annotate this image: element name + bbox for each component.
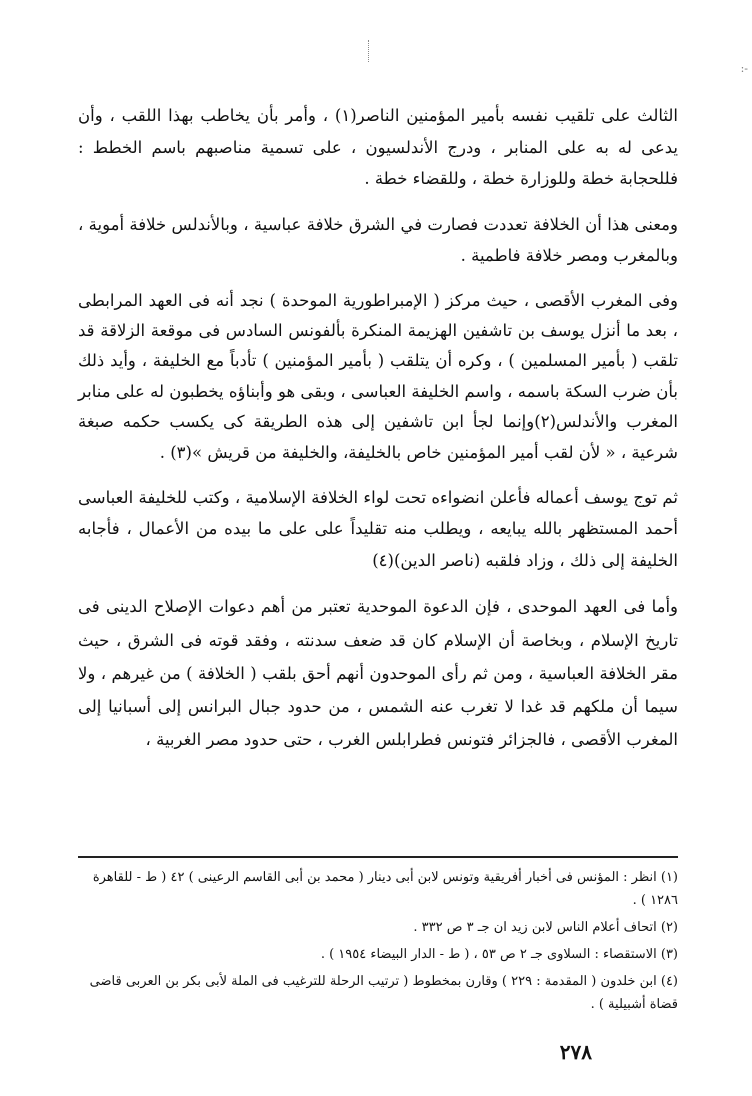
paragraph-4: ثم توج يوسف أعماله فأعلن انضواءه تحت لواء الخلافة الإسلامية ، وكتب للخليفة العباسى أحمد المستظهر بالله يبايعه ، ويطلب منه تقليداً على على ما بيده من الأعمال ، فأجابه الخليفة إلى ذلك ، وزاد فلقبه (ناصر الدين)(٤) — [78, 487, 678, 570]
footnotes — [78, 866, 678, 1020]
paragraph-2: ومعنى هذا أن الخلافة تعددت فصارت في الشرق خلافة عباسية ، وبالأندلس خلافة أموية ، وبالمغرب ومصر خلافة فاطمية . — [78, 214, 678, 265]
paragraph-3: وفى المغرب الأقصى ، حيث مركز ( الإمبراطورية الموحدة ) نجد أنه فى العهد المرابطى ، بعد ما أنزل يوسف بن تاشفين الهزيمة المنكرة بألفونس السادس فى موقعة الزلاقة قد تلقب ( بأمير المسلمين ) ، وكره أن يتلقب ( بأمير المؤمنين ) تأدباً مع الخليفة ، وأيد ذلك بأن ضرب السكة باسمه ، واسم الخليفة العباسى ، وبقى هو وأبناؤه يخطبون له على منابر المغرب والأندلس(٢)وإنما لجأ ابن تاشفين إلى هذه الطريقة كى يكسب حكمه صبغة شرعية ، « لأن لقب أمير المؤمنين خاص بالخليفة، والخليفة من قريش »(٣) . — [78, 290, 678, 462]
paragraph-5: وأما فى العهد الموحدى ، فإن الدعوة الموحدية تعتبر من أهم دعوات الإصلاح الدينى فى تاريخ الإسلام ، وبخاصة أن الإسلام كان قد ضعف سدنته ، وفقد قوته فى الشرق ، حيث مقر الخلافة العباسية ، ومن ثم رأى الموحدون أنهم أحق بلقب ( الخلافة ) من غيرهم ، ولا سيما أن ملكهم قد غدا لا تغرب عنه الشمس ، من حدود جبال البرانس إلى أسبانيا إلى المغرب الأقصى ، فالجزائر فتونس فطرابلس الغرب ، حتى حدود مصر الغربية ، — [78, 597, 678, 750]
main-text — [78, 100, 678, 770]
footnote-3: (٣) الاستقصاء : السلاوى جـ ٢ ص ٥٣ ، ( ط - الدار البيضاء ١٩٥٤ ) . — [320, 947, 678, 962]
page-number: ٢٧٨ — [559, 1040, 592, 1064]
corner-mark: -: — [740, 62, 748, 75]
footnote-4: (٤) ابن خلدون ( المقدمة : ٢٢٩ ) وقارن بمخطوط ( ترتيب الرحلة للترغيب فى الملة لأبى بكر بن العربى قاضى قضاة أشبيلية ) . — [89, 974, 678, 1012]
footnote-2: (٢) اتحاف أعلام الناس لابن زيد ان جـ ٣ ص ٣٣٢ . — [413, 920, 678, 935]
paragraph-1: الثالث على تلقيب نفسه بأمير المؤمنين الناصر(١) ، وأمر بأن يخاطب بهذا اللقب ، وأن يدعى له به على المنابر ، ودرج الأندلسيون ، على تسمية مناصبهم باسم الخطط : فللحجابة خطة وللوزارة خطة ، وللقضاء خطة . — [78, 106, 678, 188]
footnote-separator — [78, 856, 678, 858]
footnote-1: (١) انظر : المؤنس فى أخبار أفريقية وتونس لابن أبى دينار ( محمد بن أبى القاسم الرعينى ) ٤٢ ( ط - للقاهرة ١٢٨٦ ) . — [92, 870, 678, 908]
scan-mark — [368, 40, 371, 62]
